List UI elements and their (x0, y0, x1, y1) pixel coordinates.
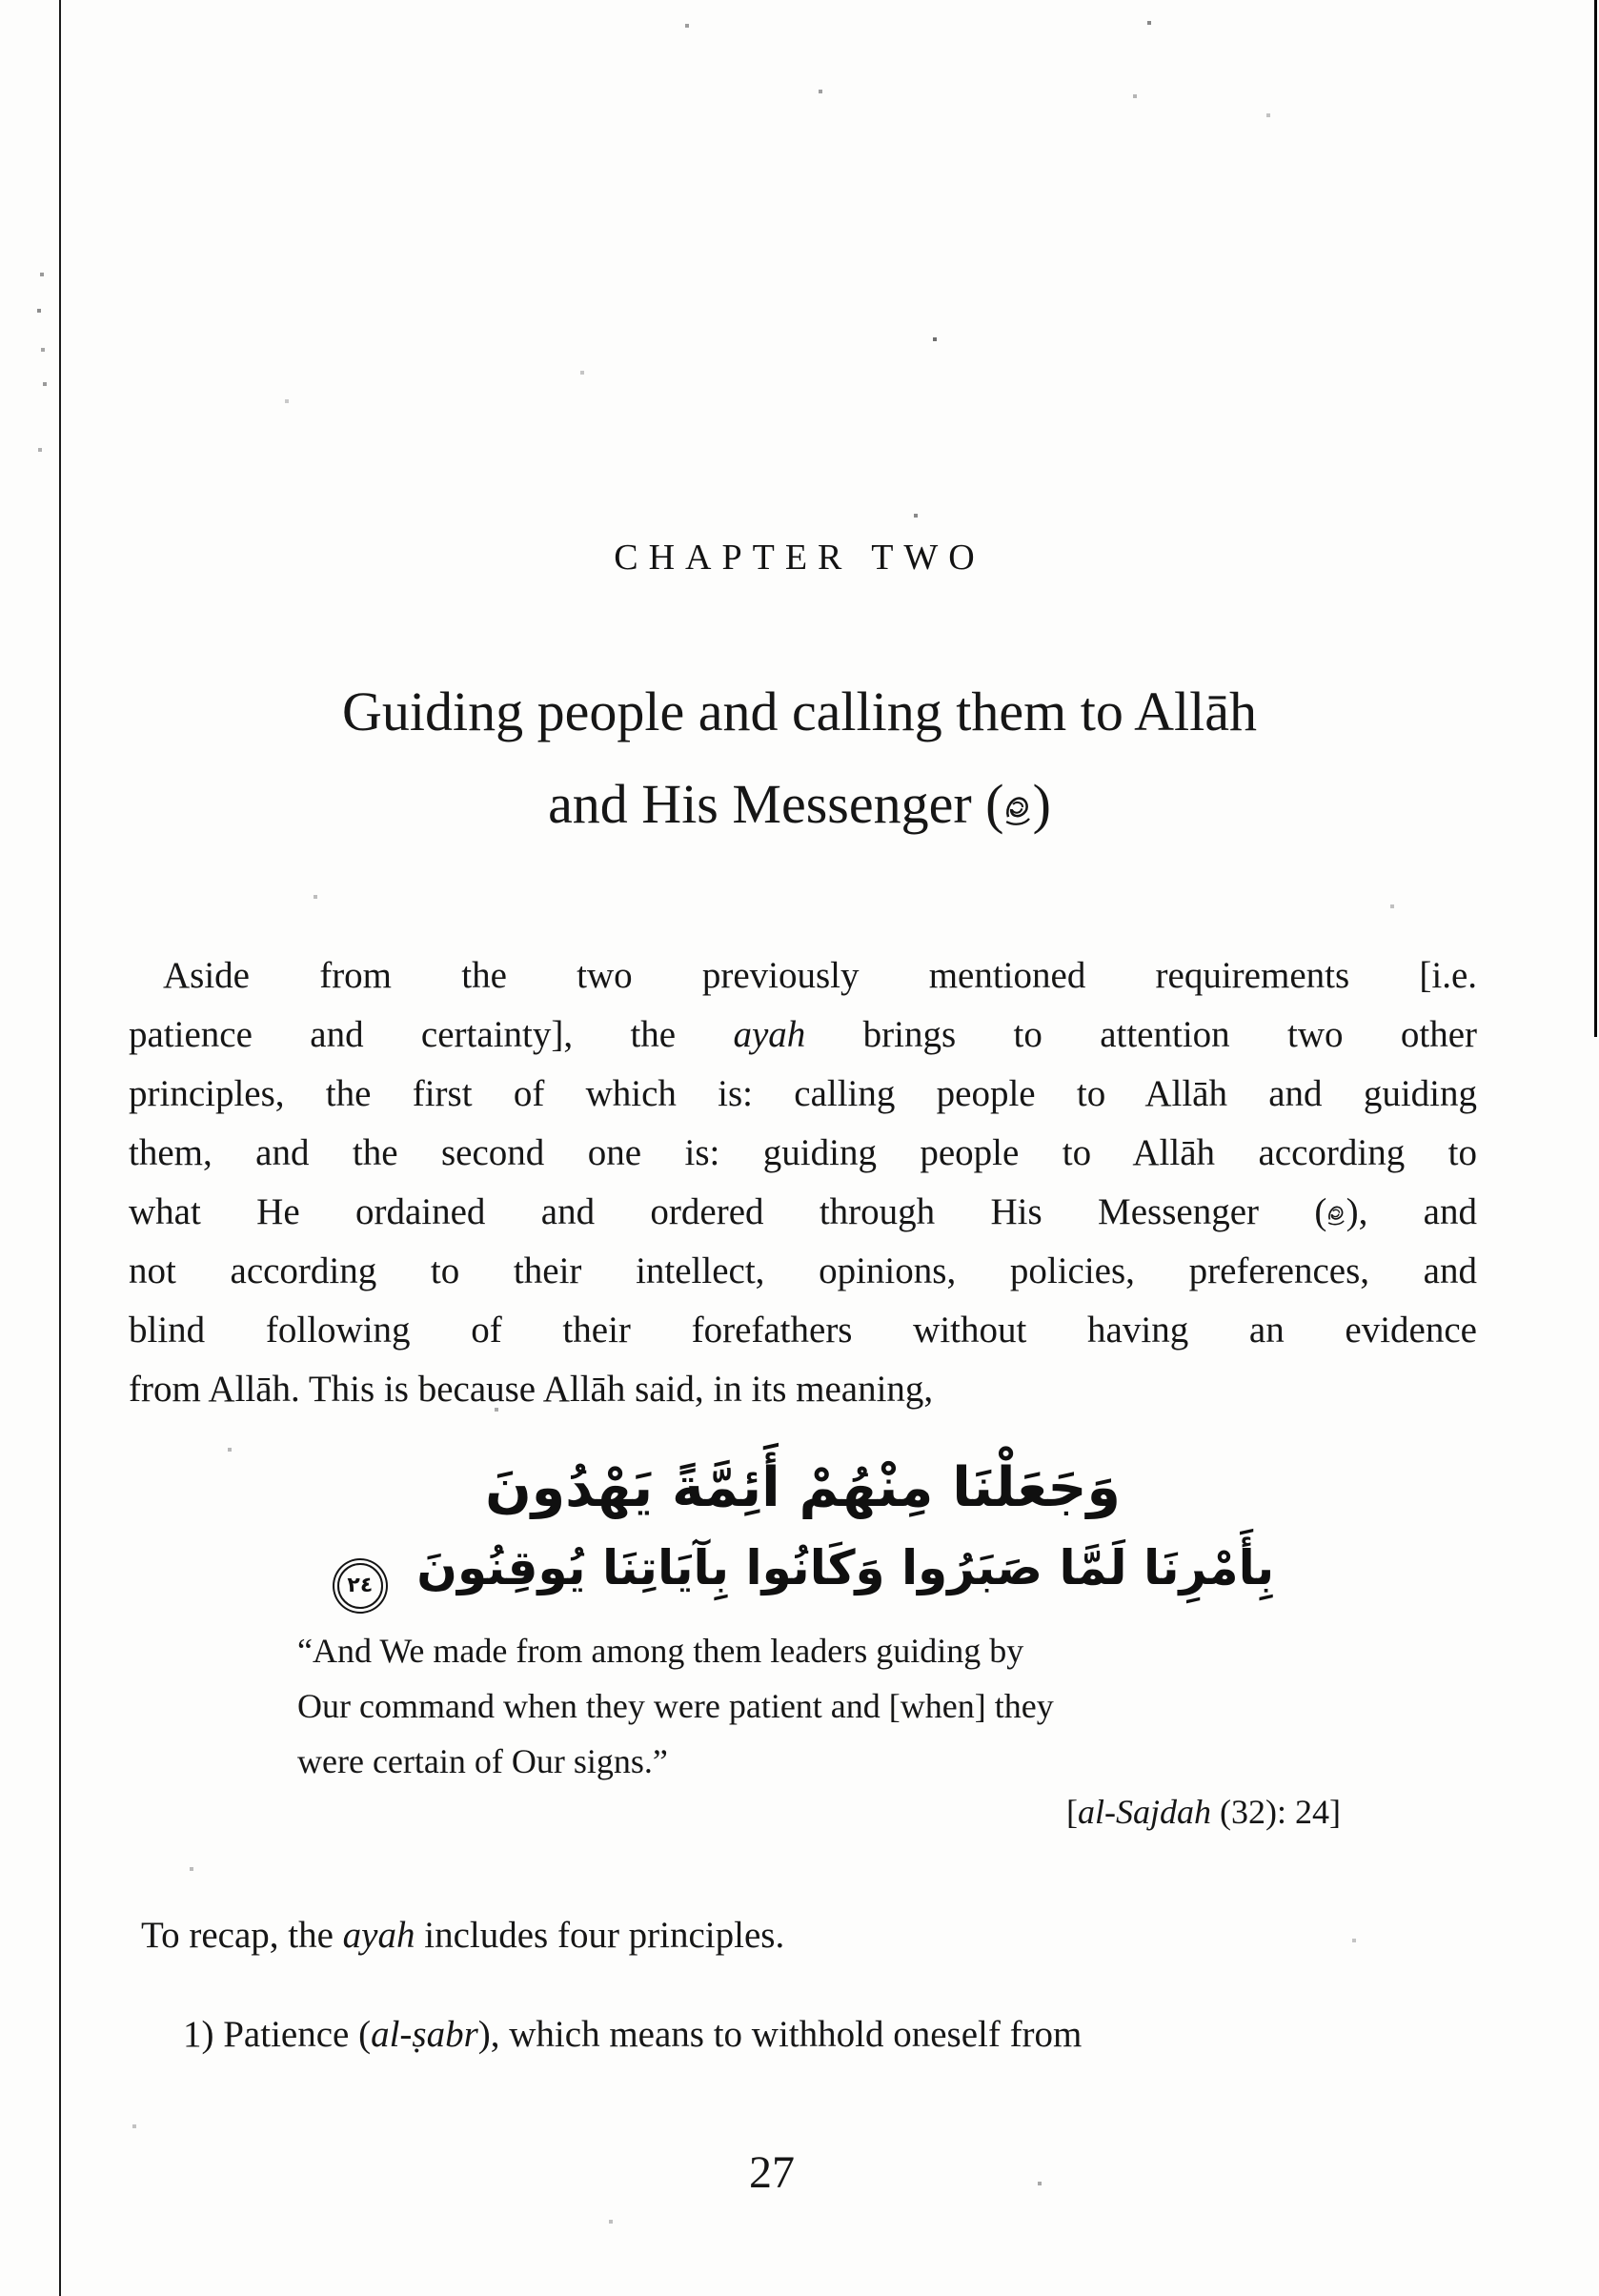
paragraph-line-5: what He ordained and ordered through His Messenger ( ), and (129, 1183, 1477, 1242)
verse-translation (297, 1623, 1341, 1789)
recap-line: To recap, the ayah includes four principles. (141, 1915, 785, 1956)
paragraph-line-8: from Allāh. This is because Allāh said, in its meaning, (129, 1369, 934, 1410)
paragraph-line-3: principles, the first of which is: calling people to Allāh and guiding (129, 1073, 1477, 1114)
scan-noise (0, 0, 2, 2)
salawat-icon (1326, 1183, 1346, 1242)
paragraph-line-6: not according to their intellect, opinions, policies, preferences, and (129, 1250, 1477, 1291)
salawat-icon (1003, 758, 1032, 850)
scan-edge-right-line (1594, 0, 1597, 1037)
quran-verse-arabic-line2-text: بِأَمْرِنَا لَمَّا صَبَرُوا وَكَانُوا بِآيَاتِنَا يُوقِنُونَ (416, 1540, 1275, 1595)
translation-line-2: Our command when they were patient and [when] they (297, 1687, 1054, 1725)
paragraph-line-1: Aside from the two previously mentioned requirements [i.e. (163, 955, 1477, 996)
chapter-title (67, 665, 1532, 850)
scan-edge-left-line (59, 0, 61, 2296)
ayah-number: ٢٤ (347, 1574, 374, 1597)
paragraph-line-7: blind following of their forefathers without having an evidence (129, 1310, 1477, 1351)
body-paragraph (129, 946, 1477, 1419)
chapter-title-line1: Guiding people and calling them to Allāh (341, 681, 1258, 742)
list-item-1: 1) Patience (al-ṣabr), which means to withhold oneself from (183, 2014, 1083, 2055)
page-number: 27 (749, 2147, 795, 2198)
translation-line-1: “And We made from among them leaders guiding by (297, 1632, 1024, 1670)
translation-line-3: were certain of Our signs.” (297, 1742, 668, 1780)
ayah-number-medallion (337, 1563, 383, 1609)
quran-verse-arabic-line2 (129, 1540, 1477, 1609)
chapter-label: CHAPTER TWO (614, 538, 985, 578)
paragraph-line-2: patience and certainty], the ayah brings to attention two other (129, 1014, 1477, 1055)
chapter-title-line2: and His Messenger ( ) (67, 758, 1532, 850)
quran-verse-arabic-line1: وَجَعَلْنَا مِنْهُمْ أَئِمَّةً يَهْدُونَ (485, 1456, 1121, 1519)
paragraph-line-4: them, and the second one is: guiding people to Allāh according to (129, 1132, 1477, 1173)
verse-citation: [al-Sajdah (32): 24] (1066, 1793, 1341, 1831)
